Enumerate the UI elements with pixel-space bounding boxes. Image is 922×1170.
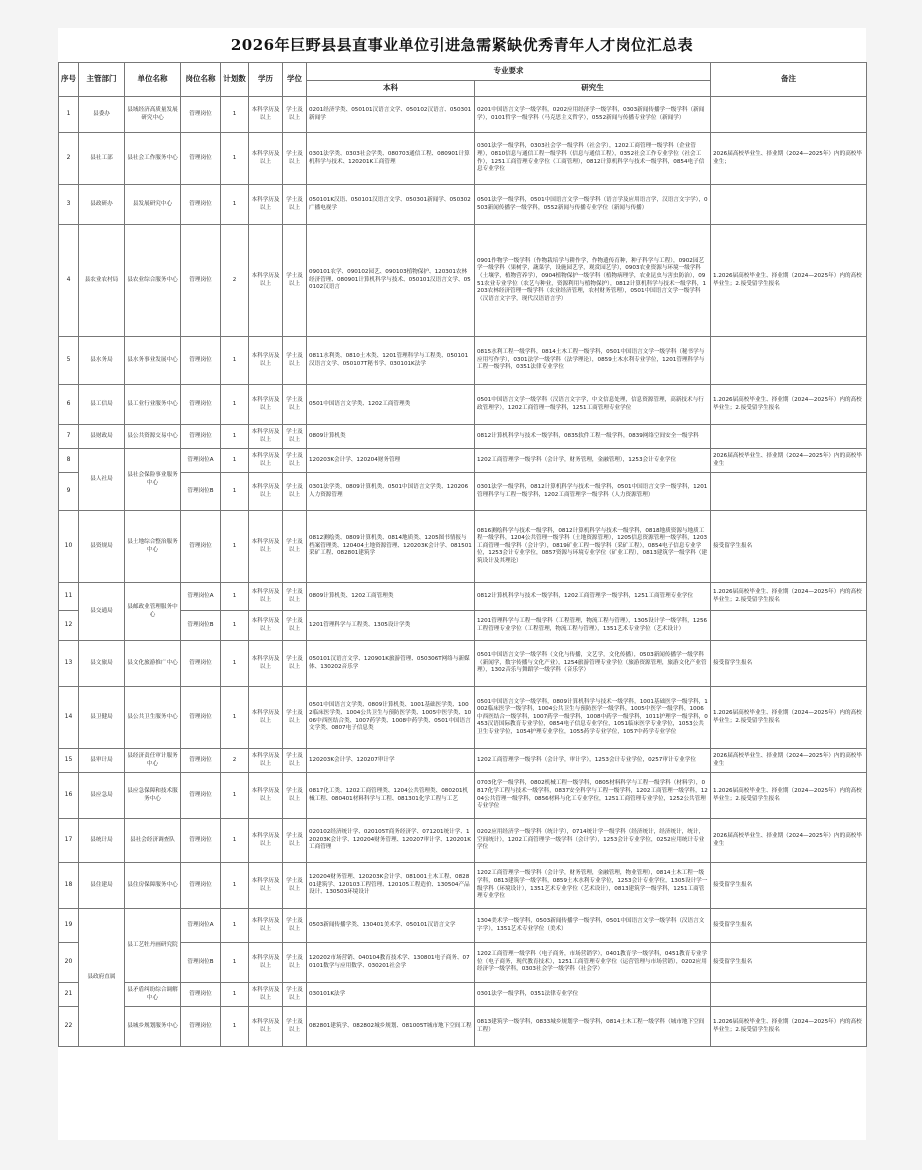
cell-remark: 1.2026届高校毕业生、择业期（2024—2025年）内的高校毕业生；2.接受留学生报名 bbox=[711, 583, 867, 611]
cell-undergrad-major: 090101农学、090102园艺、090103植物保护、120301农林经济管理、080901计算机科学与技术、050101汉语言文学、050102汉语言 bbox=[307, 225, 475, 337]
cell-remark bbox=[711, 611, 867, 641]
table-row bbox=[59, 983, 867, 1007]
table-row bbox=[59, 687, 867, 749]
cell-degree: 学士及以上 bbox=[283, 611, 307, 641]
cell-post: 管理岗位A bbox=[181, 909, 221, 943]
cell-degree: 学士及以上 bbox=[283, 909, 307, 943]
cell-post: 管理岗位 bbox=[181, 1007, 221, 1047]
cell-no: 19 bbox=[59, 909, 79, 943]
cell-count: 1 bbox=[221, 511, 249, 583]
cell-no: 12 bbox=[59, 611, 79, 641]
cell-count: 1 bbox=[221, 1007, 249, 1047]
cell-degree: 学士及以上 bbox=[283, 511, 307, 583]
table-row bbox=[59, 511, 867, 583]
document-page bbox=[58, 28, 866, 1140]
cell-post: 管理岗位 bbox=[181, 749, 221, 773]
positions-table bbox=[58, 62, 867, 1047]
table-row bbox=[59, 425, 867, 449]
table-row bbox=[59, 863, 867, 909]
cell-grad-major: 0501法学一级学科，0501中国语言文学一级学科（语言学及应用语言学，汉语言文字学），0503新闻传播学一级学科，0552新闻与传播专业学位（新闻与传播） bbox=[475, 185, 711, 225]
cell-dept: 县财政局 bbox=[79, 425, 125, 449]
cell-unit: 县公共卫生服务中心 bbox=[125, 687, 181, 749]
cell-post: 管理岗位 bbox=[181, 641, 221, 687]
cell-no: 8 bbox=[59, 449, 79, 473]
cell-remark bbox=[711, 185, 867, 225]
cell-remark: 2026届高校毕业生、择业期（2024—2025年）内的高校毕业生 bbox=[711, 819, 867, 863]
cell-grad-major: 0501中国语言文学一级学科（汉语言文字学，中文信息处理，信息资源管理，高新技术与行政管理学），1202工商管理一级学科，1251工商管理专业学位 bbox=[475, 385, 711, 425]
cell-undergrad-major: 050101K汉语、050101汉语言文学、050301新闻学、050302广播电视学 bbox=[307, 185, 475, 225]
cell-post: 管理岗位 bbox=[181, 425, 221, 449]
cell-dept: 县委办 bbox=[79, 97, 125, 133]
cell-unit: 县经济责任审计服务中心 bbox=[125, 749, 181, 773]
cell-count: 1 bbox=[221, 97, 249, 133]
cell-undergrad-major: 0817化工类、1202工商管理类、1204公共管理类、080201机械工程、080401材料科学与工程、081301化学工程与工艺 bbox=[307, 773, 475, 819]
table-row bbox=[59, 185, 867, 225]
cell-unit: 县社会经济调查队 bbox=[125, 819, 181, 863]
cell-edu: 本科学历及以上 bbox=[249, 511, 283, 583]
cell-edu: 本科学历及以上 bbox=[249, 983, 283, 1007]
cell-no: 10 bbox=[59, 511, 79, 583]
cell-no: 9 bbox=[59, 473, 79, 511]
table-row bbox=[59, 819, 867, 863]
cell-count: 1 bbox=[221, 425, 249, 449]
cell-undergrad-major: 1201管理科学与工程类、1305设计学类 bbox=[307, 611, 475, 641]
cell-grad-major: 0202应用经济学一级学科（统计学），0714统计学一级学科（经济统计，经济统计，统计，空间统计），1202工商管理学一级学科（会计学），1253会计专业学位，0252应用统计专业学位 bbox=[475, 819, 711, 863]
table-row bbox=[59, 943, 867, 983]
cell-dept: 县政研办 bbox=[79, 185, 125, 225]
table-row bbox=[59, 225, 867, 337]
cell-dept: 县水务局 bbox=[79, 337, 125, 385]
cell-no: 5 bbox=[59, 337, 79, 385]
cell-post: 管理岗位 bbox=[181, 773, 221, 819]
cell-grad-major: 0501中国语言文学一级学科，0809计算机科学与技术一级学科，1001基础医学一级学科，1002临床医学一级学科，1004公共卫生与预防医学一级学科，1005中医学一级学科，1006中西医结合一级学科，1007药学一级学科，1008中药学一级学科，1011护理学一级学科，0453汉语国际教育专业学位，0854电子信息专业学位，1051临床医学专业学位，1053公共卫生专业学位，1054护理专业学位，1055药学专业学位，1057中药学专业学位 bbox=[475, 687, 711, 749]
cell-grad-major: 0901作物学一级学科（作物栽培学与耕作学，作物遗传育种，种子科学与工程），0902园艺学一级学科（果树学，蔬菜学，设施园艺学，观赏园艺学），0903农业资源与环境一级学科（土壤学，植物营养学），0904植物保护一级学科（植物病理学，农业昆虫与害虫防治），0951农业专业学位（农艺与种业，资源利用与植物保护），0812计算机科学与技术一级学科，1203农林经济管理一级学科（农业经济管理，农村财务管理），0501中国语言文学一级学科（汉语言文字学，现代汉语语言学） bbox=[475, 225, 711, 337]
cell-edu: 本科学历及以上 bbox=[249, 583, 283, 611]
cell-remark: 1.2026届高校毕业生、择业期（2024—2025年）内的高校毕业生；2.接受留学生报名 bbox=[711, 225, 867, 337]
header-count: 计划数 bbox=[221, 63, 249, 97]
cell-grad-major: 0501中国语言文学一级学科（文化与传播，文艺学，文化传播），0503新闻传播学一级学科（新闻学，数字传播与文化产业），1254旅游管理专业学位（旅游资源管理，旅游文化产业管理），1302音乐与舞蹈学一级学科（音乐学） bbox=[475, 641, 711, 687]
table-row bbox=[59, 583, 867, 611]
cell-grad-major: 0813建筑学一级学科，0833城乡规划学一级学科，0814土木工程一级学科（城市地下空间工程） bbox=[475, 1007, 711, 1047]
table-row bbox=[59, 97, 867, 133]
cell-no: 22 bbox=[59, 1007, 79, 1047]
cell-undergrad-major: 0809计算机类、1202工商管理类 bbox=[307, 583, 475, 611]
cell-edu: 本科学历及以上 bbox=[249, 133, 283, 185]
cell-undergrad-major: 0811水利类、0810土木类、1201管理科学与工程类、050101汉语言文学、050107T秘书学、030101K法学 bbox=[307, 337, 475, 385]
cell-unit: 县城乡规划服务中心 bbox=[125, 1007, 181, 1047]
cell-grad-major: 0815水利工程一级学科，0814土木工程一级学科，0501中国语言文学一级学科（秘书学与应用写作学），0301法学一级学科（法学理论），0859土木水利专业学位，1201管理科学与工程一级学科，0351法律专业学位 bbox=[475, 337, 711, 385]
header-unit: 单位名称 bbox=[125, 63, 181, 97]
cell-edu: 本科学历及以上 bbox=[249, 97, 283, 133]
cell-no: 20 bbox=[59, 943, 79, 983]
cell-grad-major: 1202工商管理学一级学科（会计学，财务管理，金融管理，物业管理），0814土木工程一级学科，0813建筑学一级学科，0859土木水利专业学位，1253会计专业学位，1305设计学一级学科（环境设计），1351艺术专业学位（艺术设计），0813建筑学一级学科，1251工商管理专业学位 bbox=[475, 863, 711, 909]
cell-dept: 县文旅局 bbox=[79, 641, 125, 687]
cell-dept: 县审计局 bbox=[79, 749, 125, 773]
cell-count: 1 bbox=[221, 773, 249, 819]
cell-edu: 本科学历及以上 bbox=[249, 473, 283, 511]
cell-dept: 县资规局 bbox=[79, 511, 125, 583]
cell-remark: 2026届高校毕业生、择业期（2024—2025年）内的高校毕业生 bbox=[711, 749, 867, 773]
table-body bbox=[59, 97, 867, 1047]
cell-edu: 本科学历及以上 bbox=[249, 1007, 283, 1047]
header-no: 序号 bbox=[59, 63, 79, 97]
table-row bbox=[59, 641, 867, 687]
cell-remark: 2026届高校毕业生、择业期（2024—2025年）内的高校毕业生 bbox=[711, 449, 867, 473]
cell-undergrad-major: 020102经济统计学、020105T商务经济学、071201统计学、120203K会计学、120204财务管理、120207审计学、120201K工商管理 bbox=[307, 819, 475, 863]
cell-remark: 接受留学生报名 bbox=[711, 909, 867, 943]
cell-grad-major: 1202工商管理一级学科（电子商务，市场营销学），0401教育学一级学科，0451教育专业学位（电子商务，现代教育技术），1251工商管理专业学位（运营管理与市场营销），0202应用经济学一级学科，0303社会学一级学科（社会学） bbox=[475, 943, 711, 983]
cell-count: 1 bbox=[221, 687, 249, 749]
cell-unit: 县邮政业管理服务中心 bbox=[125, 583, 181, 641]
cell-remark: 接受留学生报名 bbox=[711, 863, 867, 909]
cell-dept: 县交通局 bbox=[79, 583, 125, 641]
header-post: 岗位名称 bbox=[181, 63, 221, 97]
table-row bbox=[59, 473, 867, 511]
cell-undergrad-major: 0503新闻传播学类、130401美术学、050101汉语言文学 bbox=[307, 909, 475, 943]
cell-count: 1 bbox=[221, 611, 249, 641]
header-edu: 学历 bbox=[249, 63, 283, 97]
cell-grad-major: 1304美术学一级学科，0503新闻传播学一级学科，0501中国语言文学一级学科（汉语言文字学），1351艺术专业学位（美术） bbox=[475, 909, 711, 943]
cell-undergrad-major: 0201经济学类、050101汉语言文学、050102汉语言、050301新闻学 bbox=[307, 97, 475, 133]
cell-post: 管理岗位 bbox=[181, 687, 221, 749]
cell-degree: 学士及以上 bbox=[283, 385, 307, 425]
cell-no: 11 bbox=[59, 583, 79, 611]
cell-no: 13 bbox=[59, 641, 79, 687]
cell-count: 1 bbox=[221, 819, 249, 863]
cell-no: 1 bbox=[59, 97, 79, 133]
cell-edu: 本科学历及以上 bbox=[249, 819, 283, 863]
cell-remark: 接受留学生报名 bbox=[711, 641, 867, 687]
cell-count: 2 bbox=[221, 749, 249, 773]
cell-degree: 学士及以上 bbox=[283, 641, 307, 687]
cell-no: 4 bbox=[59, 225, 79, 337]
cell-no: 2 bbox=[59, 133, 79, 185]
cell-degree: 学士及以上 bbox=[283, 943, 307, 983]
cell-edu: 本科学历及以上 bbox=[249, 449, 283, 473]
cell-post: 管理岗位B bbox=[181, 943, 221, 983]
cell-degree: 学士及以上 bbox=[283, 425, 307, 449]
cell-degree: 学士及以上 bbox=[283, 819, 307, 863]
cell-degree: 学士及以上 bbox=[283, 97, 307, 133]
cell-count: 1 bbox=[221, 449, 249, 473]
cell-count: 1 bbox=[221, 983, 249, 1007]
cell-remark: 1.2026届高校毕业生、择业期（2024—2025年）内的高校毕业生；2.接受留学生报名 bbox=[711, 773, 867, 819]
cell-remark bbox=[711, 473, 867, 511]
cell-dept: 县住建局 bbox=[79, 863, 125, 909]
cell-remark: 接受留学生报名 bbox=[711, 511, 867, 583]
cell-unit: 县工艺牡丹画研究院 bbox=[125, 909, 181, 983]
cell-dept: 县社工部 bbox=[79, 133, 125, 185]
table-row bbox=[59, 773, 867, 819]
cell-count: 1 bbox=[221, 337, 249, 385]
cell-undergrad-major: 030101K法学 bbox=[307, 983, 475, 1007]
cell-unit: 县域经济高质量发展研究中心 bbox=[125, 97, 181, 133]
cell-grad-major: 1202工商管理学一级学科（会计学，审计学），1253会计专业学位，0257审计专业学位 bbox=[475, 749, 711, 773]
cell-grad-major: 0201中国语言文学一级学科，0202应用经济学一级学科，0303新闻传播学一级学科（新闻学），0101哲学一级学科（马克思主义哲学），0552新闻与传播专业学位（新闻学） bbox=[475, 97, 711, 133]
cell-count: 1 bbox=[221, 133, 249, 185]
cell-grad-major: 1201管理科学与工程一级学科（工程管理，物流工程与管理），1305设计学一级学科，1256工程管理专业学位（工程管理，物流工程与管理），1351艺术专业学位（艺术设计） bbox=[475, 611, 711, 641]
cell-unit: 县住房保障服务中心 bbox=[125, 863, 181, 909]
cell-degree: 学士及以上 bbox=[283, 773, 307, 819]
cell-unit: 县矛盾纠纷综合调解中心 bbox=[125, 983, 181, 1007]
cell-undergrad-major: 0301法学类、0303社会学类、080703通信工程、080901计算机科学与技术、120201K工商管理 bbox=[307, 133, 475, 185]
cell-post: 管理岗位 bbox=[181, 863, 221, 909]
cell-unit: 县农业综合服务中心 bbox=[125, 225, 181, 337]
cell-count: 1 bbox=[221, 473, 249, 511]
cell-degree: 学士及以上 bbox=[283, 225, 307, 337]
cell-edu: 本科学历及以上 bbox=[249, 909, 283, 943]
cell-grad-major: 0301法学一级学科，0303社会学一级学科（社会学），1202工商管理一级学科（企业管理），0810信息与通信工程一级学科（信息与通信工程），0352社会工作专业学位（社会工作），1251工商管理专业学位（工商管理），0812计算机科学与技术一级学科，0854电子信息专业学位 bbox=[475, 133, 711, 185]
cell-edu: 本科学历及以上 bbox=[249, 749, 283, 773]
cell-post: 管理岗位 bbox=[181, 133, 221, 185]
cell-dept: 县统计局 bbox=[79, 819, 125, 863]
cell-no: 17 bbox=[59, 819, 79, 863]
cell-unit: 县土地综合整治服务中心 bbox=[125, 511, 181, 583]
cell-count: 1 bbox=[221, 583, 249, 611]
cell-undergrad-major: 0809计算机类 bbox=[307, 425, 475, 449]
cell-degree: 学士及以上 bbox=[283, 983, 307, 1007]
cell-no: 7 bbox=[59, 425, 79, 449]
cell-edu: 本科学历及以上 bbox=[249, 943, 283, 983]
cell-post: 管理岗位B bbox=[181, 473, 221, 511]
cell-grad-major: 0816测绘科学与技术一级学科，0812计算机科学与技术一级学科，0818地质资源与地质工程一级学科，1204公共管理一级学科（土地资源管理），1205信息资源管理一级学科，1203工商管理一级学科（会计学），0819矿业工程一级学科（采矿工程），0854电子信息专业学位，1253会计专业学位，0857资源与环境专业学位（矿业工程），0813建筑学一级学科（建筑设计及其理论） bbox=[475, 511, 711, 583]
cell-no: 21 bbox=[59, 983, 79, 1007]
cell-edu: 本科学历及以上 bbox=[249, 687, 283, 749]
cell-degree: 学士及以上 bbox=[283, 473, 307, 511]
cell-remark: 1.2026届高校毕业生、择业期（2024—2025年）内的高校毕业生；2.接受留学生报名 bbox=[711, 385, 867, 425]
cell-count: 2 bbox=[221, 225, 249, 337]
table-row bbox=[59, 611, 867, 641]
cell-dept: 县卫健局 bbox=[79, 687, 125, 749]
cell-degree: 学士及以上 bbox=[283, 583, 307, 611]
cell-post: 管理岗位A bbox=[181, 583, 221, 611]
cell-post: 管理岗位 bbox=[181, 819, 221, 863]
cell-edu: 本科学历及以上 bbox=[249, 611, 283, 641]
table-row bbox=[59, 133, 867, 185]
cell-count: 1 bbox=[221, 863, 249, 909]
cell-post: 管理岗位A bbox=[181, 449, 221, 473]
cell-count: 1 bbox=[221, 185, 249, 225]
cell-edu: 本科学历及以上 bbox=[249, 385, 283, 425]
cell-remark: 1.2026届高校毕业生、择业期（2024—2025年）内的高校毕业生；2.接受留学生报名 bbox=[711, 1007, 867, 1047]
cell-undergrad-major: 120203K会计学、120207审计学 bbox=[307, 749, 475, 773]
cell-no: 16 bbox=[59, 773, 79, 819]
table-row bbox=[59, 337, 867, 385]
cell-grad-major: 1202工商管理学一级学科（会计学，财务管理，金融管理），1253会计专业学位 bbox=[475, 449, 711, 473]
cell-post: 管理岗位B bbox=[181, 611, 221, 641]
cell-undergrad-major: 0501中国语言文学类、1202工商管理类 bbox=[307, 385, 475, 425]
header-degree: 学位 bbox=[283, 63, 307, 97]
header-grad: 研究生 bbox=[475, 81, 711, 97]
cell-degree: 学士及以上 bbox=[283, 1007, 307, 1047]
cell-dept: 县农业农村局 bbox=[79, 225, 125, 337]
cell-count: 1 bbox=[221, 943, 249, 983]
cell-post: 管理岗位 bbox=[181, 337, 221, 385]
table-row bbox=[59, 385, 867, 425]
cell-degree: 学士及以上 bbox=[283, 133, 307, 185]
cell-unit: 县水务事业发展中心 bbox=[125, 337, 181, 385]
cell-edu: 本科学历及以上 bbox=[249, 425, 283, 449]
cell-grad-major: 0301法学一级学科，0812计算机科学与技术一级学科，0501中国语言文学一级学科，1201管理科学与工程一级学科，1202工商管理学一级学科（人力资源管理） bbox=[475, 473, 711, 511]
header-dept: 主管部门 bbox=[79, 63, 125, 97]
cell-post: 管理岗位 bbox=[181, 97, 221, 133]
cell-grad-major: 0812计算机科学与技术一级学科，1202工商管理学一级学科，1251工商管理专业学位 bbox=[475, 583, 711, 611]
cell-edu: 本科学历及以上 bbox=[249, 641, 283, 687]
cell-undergrad-major: 120202市场营销、040104教育技术学、130801电子商务、070101数学与应用数学、030201社会学 bbox=[307, 943, 475, 983]
cell-dept: 县人社局 bbox=[79, 449, 125, 511]
cell-unit: 县社会工作服务中心 bbox=[125, 133, 181, 185]
cell-remark bbox=[711, 983, 867, 1007]
cell-unit: 县公共资源交易中心 bbox=[125, 425, 181, 449]
table-row bbox=[59, 749, 867, 773]
cell-edu: 本科学历及以上 bbox=[249, 773, 283, 819]
cell-no: 18 bbox=[59, 863, 79, 909]
cell-edu: 本科学历及以上 bbox=[249, 863, 283, 909]
cell-edu: 本科学历及以上 bbox=[249, 185, 283, 225]
cell-edu: 本科学历及以上 bbox=[249, 337, 283, 385]
cell-count: 1 bbox=[221, 909, 249, 943]
cell-grad-major: 0703化学一级学科，0802机械工程一级学科，0805材料科学与工程一级学科（材料学），0817化学工程与技术一级学科，0837安全科学与工程一级学科，1202工商管理一级学科，1204公共管理一级学科，0856材料与化工专业学位，1251工商管理专业学位，1252公共管理专业学位 bbox=[475, 773, 711, 819]
cell-unit: 县工业行业服务中心 bbox=[125, 385, 181, 425]
cell-no: 15 bbox=[59, 749, 79, 773]
cell-edu: 本科学历及以上 bbox=[249, 225, 283, 337]
table-row bbox=[59, 449, 867, 473]
cell-remark: 2026届高校毕业生、择业期（2024—2025年）内的高校毕业生； bbox=[711, 133, 867, 185]
cell-post: 管理岗位 bbox=[181, 185, 221, 225]
cell-post: 管理岗位 bbox=[181, 385, 221, 425]
cell-undergrad-major: 120204财务管理、120203K会计学、081001土木工程、082801建筑学、120103工程管理、120105工程造价、130504产品设计、130503环境设计 bbox=[307, 863, 475, 909]
cell-undergrad-major: 082801建筑学、082802城乡规划、081005T城市地下空间工程 bbox=[307, 1007, 475, 1047]
cell-grad-major: 0301法学一级学科，0351法律专业学位 bbox=[475, 983, 711, 1007]
cell-remark: 接受留学生报名 bbox=[711, 943, 867, 983]
page-title: 2026年巨野县县直事业单位引进急需紧缺优秀青年人才岗位汇总表 bbox=[230, 36, 694, 54]
cell-degree: 学士及以上 bbox=[283, 337, 307, 385]
cell-count: 1 bbox=[221, 385, 249, 425]
header-undergrad: 本科 bbox=[307, 81, 475, 97]
cell-remark bbox=[711, 425, 867, 449]
cell-degree: 学士及以上 bbox=[283, 449, 307, 473]
cell-dept: 县应急局 bbox=[79, 773, 125, 819]
cell-undergrad-major: 0501中国语言文学类、0809计算机类、1001基础医学类、1002临床医学类、1004公共卫生与预防医学类、1005中医学类、1006中西医结合类、1007药学类、1008中药学类、0501中国语言文学类、0807电子信息类 bbox=[307, 687, 475, 749]
table-row bbox=[59, 909, 867, 943]
cell-count: 1 bbox=[221, 641, 249, 687]
cell-undergrad-major: 120203K会计学、120204财务管理 bbox=[307, 449, 475, 473]
cell-remark bbox=[711, 97, 867, 133]
header-remark: 备注 bbox=[711, 63, 867, 97]
cell-post: 管理岗位 bbox=[181, 225, 221, 337]
cell-remark: 1.2026届高校毕业生、择业期（2024—2025年）内的高校毕业生；2.接受留学生报名 bbox=[711, 687, 867, 749]
cell-degree: 学士及以上 bbox=[283, 185, 307, 225]
cell-post: 管理岗位 bbox=[181, 983, 221, 1007]
cell-undergrad-major: 0301法学类、0809计算机类、0501中国语言文学类、120206人力资源管理 bbox=[307, 473, 475, 511]
cell-undergrad-major: 0812测绘类、0809计算机类、0814地质类、1205图书情报与档案管理类、120404土地资源管理、120203K会计学、081501采矿工程、082801建筑学 bbox=[307, 511, 475, 583]
cell-degree: 学士及以上 bbox=[283, 687, 307, 749]
table-row bbox=[59, 1007, 867, 1047]
cell-unit: 县社会保险事业服务中心 bbox=[125, 449, 181, 511]
cell-degree: 学士及以上 bbox=[283, 863, 307, 909]
header-major: 专业要求 bbox=[307, 63, 711, 81]
cell-undergrad-major: 050101汉语言文学、120901K旅游管理、050306T网络与新媒体、130202音乐学 bbox=[307, 641, 475, 687]
cell-unit: 县文化旅游推广中心 bbox=[125, 641, 181, 687]
cell-no: 3 bbox=[59, 185, 79, 225]
cell-post: 管理岗位 bbox=[181, 511, 221, 583]
cell-degree: 学士及以上 bbox=[283, 749, 307, 773]
cell-dept: 县政府直属 bbox=[79, 909, 125, 1047]
cell-remark bbox=[711, 337, 867, 385]
cell-unit: 县应急保障和技术服务中心 bbox=[125, 773, 181, 819]
cell-no: 14 bbox=[59, 687, 79, 749]
cell-no: 6 bbox=[59, 385, 79, 425]
cell-unit: 县发展研究中心 bbox=[125, 185, 181, 225]
cell-dept: 县工信局 bbox=[79, 385, 125, 425]
cell-grad-major: 0812计算机科学与技术一级学科，0835软件工程一级学科，0839网络空间安全一级学科 bbox=[475, 425, 711, 449]
